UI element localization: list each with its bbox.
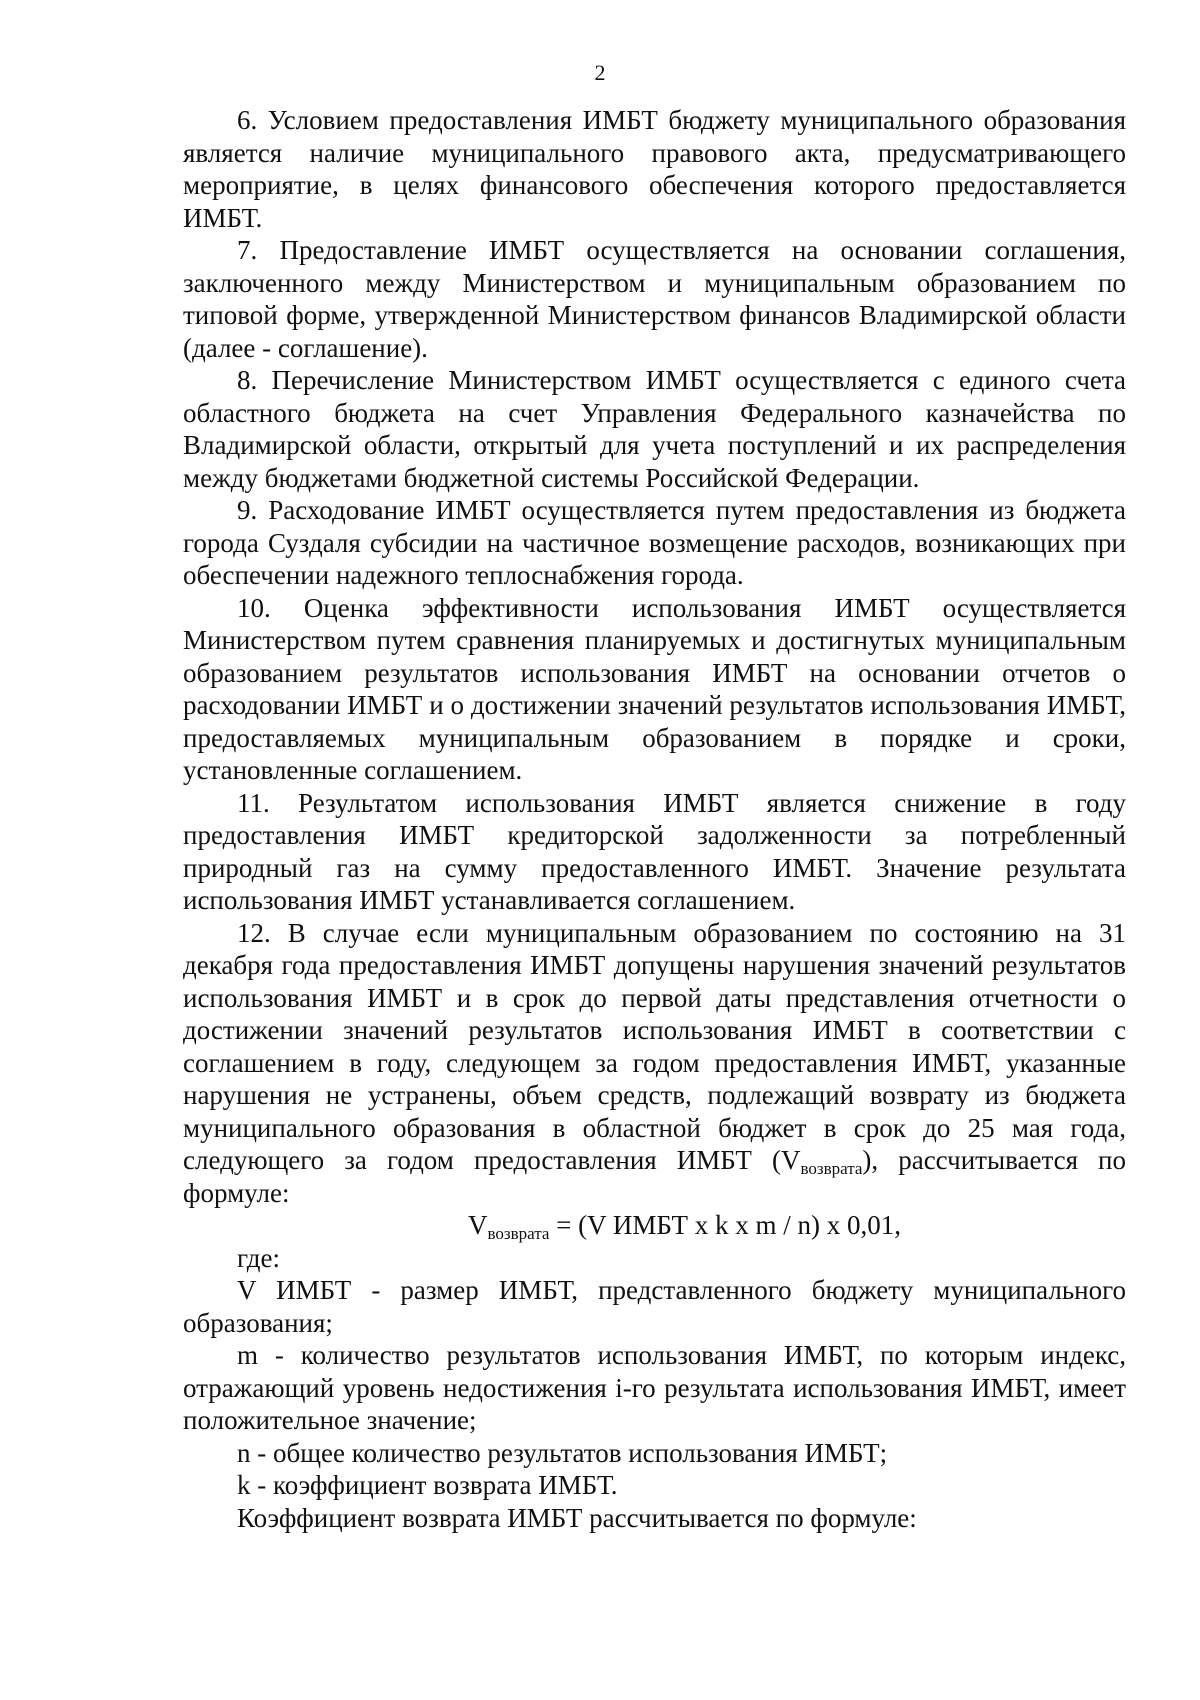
formula-lhs-subscript: возврата [487, 1224, 550, 1243]
paragraph-10: 10. Оценка эффективности использования ИМБТ осуществляется Министерством путем сравнения планируемых и достигнутых муниципальным образованием результатов использования ИМБТ на основании отчетов о расходовании ИМБТ и о достижении значений результатов использования ИМБТ, предоставляемых муниципальным образованием в порядке и сроки, установленные соглашением. [183, 592, 1126, 785]
definition-m: m - количество результатов использования ИМБТ, по которым индекс, отражающий уровень недостижения i-го результата использования ИМБТ, имеет положительное значение; [183, 1340, 1126, 1435]
document-body [183, 104, 1126, 1534]
formula-rhs: = (V ИМБТ x k x m / n) x 0,01, [549, 1210, 902, 1240]
page-number: 2 [594, 60, 606, 85]
definition-v-imbt: V ИМБТ - размер ИМБТ, представленного бюджету муниципального образования; [183, 1275, 1126, 1338]
definition-n: n - общее количество результатов использования ИМБТ; [237, 1437, 888, 1468]
paragraph-12 [183, 917, 1126, 1210]
paragraph-12-text: 12. В случае если муниципальным образованием по состоянию на 31 декабря года предоставления ИМБТ допущены нарушения значений результатов использования ИМБТ и в срок до первой даты представления отчетности о достижении значений результатов использования ИМБТ в соответствии с соглашением в году, следующем за годом предоставления ИМБТ, указанные нарушения не устранены, объем средств, подлежащий возврату из бюджета муниципального образования в областной бюджет в срок до 25 мая года, следующего за годом предоставления ИМБТ (V [183, 917, 1126, 1175]
paragraph-6: 6. Условием предоставления ИМБТ бюджету муниципального образования является наличие муниципального правового акта, предусматривающего мероприятие, в целях финансового обеспечения которого предоставляется ИМБТ. [183, 105, 1126, 233]
definition-where: где: [237, 1242, 280, 1273]
return-volume-formula [183, 1209, 1126, 1242]
paragraph-9: 9. Расходование ИМБТ осуществляется путем предоставления из бюджета города Суздаля субсидии на частичное возмещение расходов, возникающих при обеспечении надежного теплоснабжения города. [183, 495, 1126, 590]
paragraph-11: 11. Результатом использования ИМБТ является снижение в году предоставления ИМБТ кредиторской задолженности за потребленный природный газ на сумму предоставленного ИМБТ. Значение результата использования ИМБТ устанавливается соглашением. [183, 787, 1126, 915]
paragraph-7: 7. Предоставление ИМБТ осуществляется на основании соглашения, заключенного между Министерством и муниципальным образованием по типовой форме, утвержденной Министерством финансов Владимирской области (далее - соглашение). [183, 235, 1126, 363]
paragraph-12-subscript: возврата [800, 1159, 863, 1178]
definition-k: k - коэффициент возврата ИМБТ. [237, 1470, 618, 1500]
paragraph-8: 8. Перечисление Министерством ИМБТ осуществляется с единого счета областного бюджета на счет Управления Федерального казначейства по Владимирской области, открытый для учета поступлений и их распределения между бюджетами бюджетной системы Российской Федерации. [183, 365, 1126, 493]
formula-lhs: V [467, 1210, 488, 1240]
paragraph-12-tail: ), рассчитывается по формуле: [183, 1145, 1126, 1208]
coefficient-intro: Коэффициент возврата ИМБТ рассчитывается по формуле: [237, 1502, 917, 1533]
